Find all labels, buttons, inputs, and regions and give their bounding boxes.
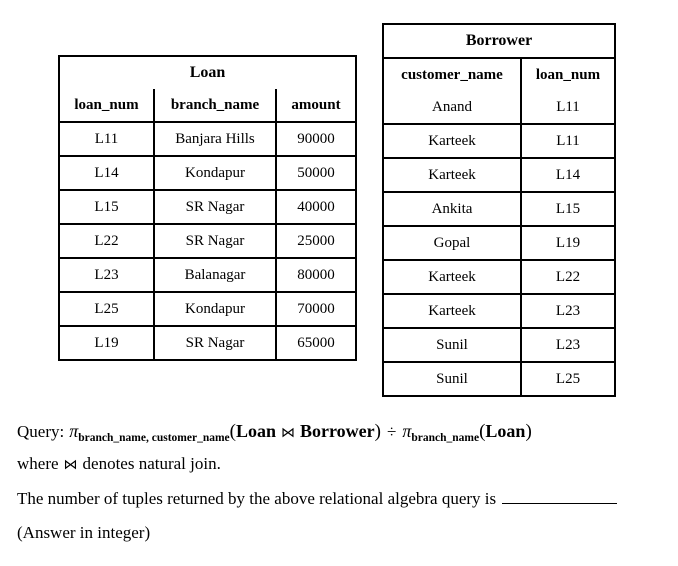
open-paren: ( [229,421,236,442]
table-row [383,294,615,328]
borrower-table [382,23,616,397]
table-cell: L23 [521,328,615,362]
pi-symbol: π [69,421,79,441]
table-cell: L19 [59,326,154,360]
table-cell: L22 [59,224,154,258]
table-cell: Kondapur [154,292,276,326]
question-line [17,488,617,509]
table-row [383,124,615,158]
answer-blank [502,488,617,504]
loan-col-branch-name: branch_name [154,89,276,122]
query-label: Query: [17,422,65,441]
table-row [383,260,615,294]
table-cell: SR Nagar [154,190,276,224]
division-symbol: ÷ [386,422,397,441]
table-row [383,58,615,91]
table-cell: 70000 [276,292,356,326]
table-cell: 40000 [276,190,356,224]
loan-relation: Loan [485,421,526,441]
table-row [59,224,356,258]
loan-relation: Loan [235,421,277,441]
borrower-col-customer-name: customer_name [383,58,521,91]
close-paren: ) [374,421,381,442]
table-cell: L11 [521,91,615,124]
open-paren: ( [479,421,486,442]
table-row [59,122,356,156]
table-cell: L19 [521,226,615,260]
table-cell: Kondapur [154,156,276,190]
table-cell: Karteek [383,260,521,294]
table-row [383,91,615,124]
natural-join-symbol: ⋈ [281,425,296,441]
table-cell: SR Nagar [154,224,276,258]
table-row [383,226,615,260]
where-prefix: where [17,454,59,473]
table-cell: L15 [521,192,615,226]
table-cell: Ankita [383,192,521,226]
table-cell: L25 [521,362,615,396]
answer-format-line [17,523,150,543]
table-cell: L23 [59,258,154,292]
table-cell: 65000 [276,326,356,360]
answer-format: (Answer in integer) [17,523,151,542]
table-row [383,24,615,58]
table-row [383,362,615,396]
where-suffix: denotes natural join. [82,454,221,473]
query-line [17,421,532,444]
table-row [383,158,615,192]
table-cell: L15 [59,190,154,224]
close-paren: ) [525,421,532,442]
borrower-relation: Borrower [300,421,375,441]
table-row [383,192,615,226]
table-row [59,56,356,89]
projection1-subscript: branch_name, customer_name [78,432,230,444]
table-row [59,326,356,360]
table-cell: L11 [59,122,154,156]
pi-symbol: π [402,421,412,441]
table-row [59,190,356,224]
table-row [59,292,356,326]
table-cell: 50000 [276,156,356,190]
table-cell: Karteek [383,158,521,192]
loan-table [58,55,357,361]
table-cell: Karteek [383,294,521,328]
table-cell: SR Nagar [154,326,276,360]
table-cell: 80000 [276,258,356,292]
table-cell: Anand [383,91,521,124]
table-row [59,156,356,190]
borrower-col-loan-num: loan_num [521,58,615,91]
table-row [383,328,615,362]
table-cell: Balanagar [154,258,276,292]
projection2-subscript: branch_name [411,432,480,444]
table-cell: Sunil [383,362,521,396]
natural-join-symbol: ⋈ [63,457,78,473]
join-note-line [17,454,221,474]
table-cell: Banjara Hills [154,122,276,156]
table-cell: L14 [521,158,615,192]
table-cell: L11 [521,124,615,158]
table-cell: L22 [521,260,615,294]
table-cell: 90000 [276,122,356,156]
loan-col-amount: amount [276,89,356,122]
table-row [59,258,356,292]
loan-col-loan-num: loan_num [59,89,154,122]
table-cell: L23 [521,294,615,328]
question-prompt: The number of tuples returned by the above relational algebra query is [17,489,497,508]
table-cell: L14 [59,156,154,190]
borrower-table-title: Borrower [383,24,615,58]
table-cell: 25000 [276,224,356,258]
table-cell: Gopal [383,226,521,260]
table-cell: L25 [59,292,154,326]
table-cell: Sunil [383,328,521,362]
loan-table-title: Loan [59,56,356,89]
table-row [59,89,356,122]
table-cell: Karteek [383,124,521,158]
